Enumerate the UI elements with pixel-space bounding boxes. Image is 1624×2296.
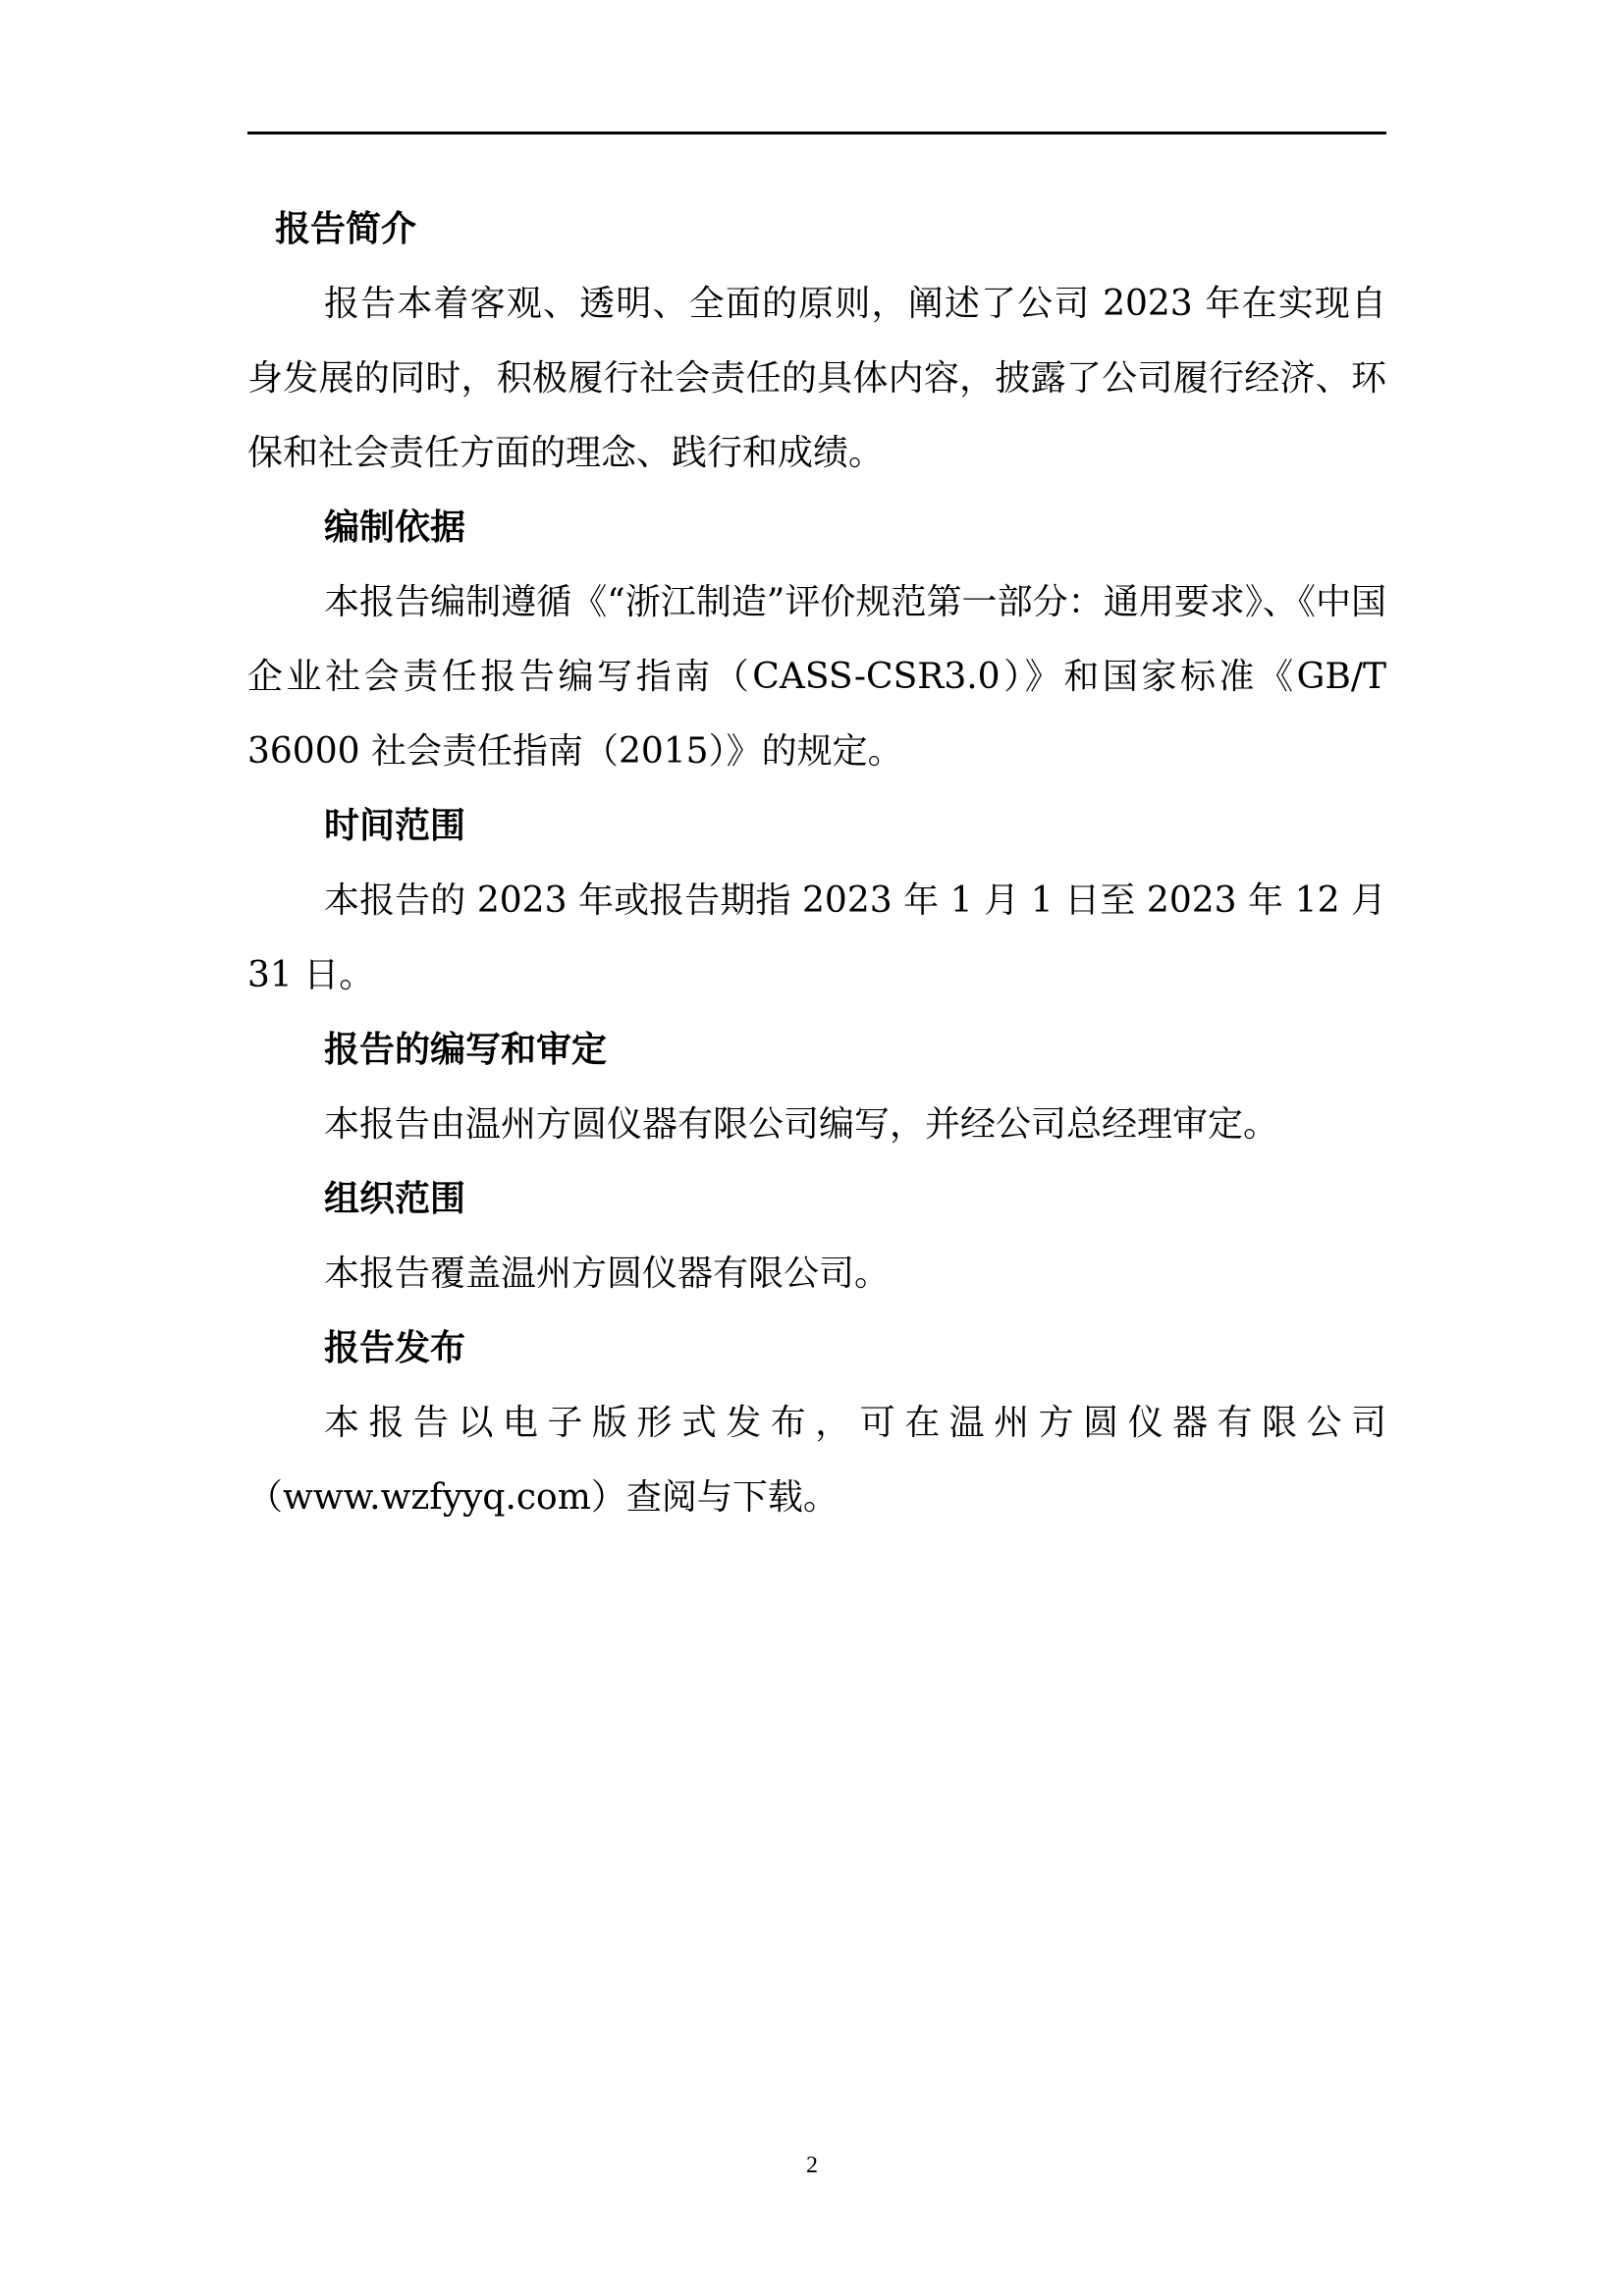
section-body: 本报告以电子版形式发布，可在温州方圆仪器有限公司（www.wzfyyq.com）查阅与下载。 <box>247 1403 1386 1518</box>
section-heading: 编制依据 <box>324 507 466 548</box>
report-content <box>247 192 1386 1535</box>
section-heading: 报告发布 <box>324 1328 466 1368</box>
section-report-intro <box>247 192 1386 491</box>
section-compilation-basis <box>247 491 1386 789</box>
page-number: 2 <box>806 2153 818 2178</box>
section-body: 本报告的 2023 年或报告期指 2023 年 1 月 1 日至 2023 年 12 月 31 日。 <box>247 881 1386 995</box>
section-heading: 报告简介 <box>275 209 417 249</box>
section-heading: 时间范围 <box>324 806 466 846</box>
section-heading: 报告的编写和审定 <box>324 1030 608 1070</box>
section-body: 本报告编制遵循《“浙江制造”评价规范第一部分：通用要求》、《中国企业社会责任报告编写指南（CASS-CSR3.0）》和国家标准《GB/T 36000 社会责任指南（2015）》的规定。 <box>247 582 1386 772</box>
header-rule <box>247 132 1386 134</box>
section-body: 报告本着客观、透明、全面的原则，阐述了公司 2023 年在实现自身发展的同时，积极履行社会责任的具体内容，披露了公司履行经济、环保和社会责任方面的理念、践行和成绩。 <box>247 284 1386 473</box>
section-report-release <box>247 1311 1386 1535</box>
section-body: 本报告覆盖温州方圆仪器有限公司。 <box>324 1254 891 1294</box>
section-preparation-review <box>247 1013 1386 1162</box>
section-time-scope <box>247 789 1386 1013</box>
section-organization-scope <box>247 1162 1386 1311</box>
section-heading: 组织范围 <box>324 1179 466 1219</box>
section-body: 本报告由温州方圆仪器有限公司编写，并经公司总经理审定。 <box>324 1104 1279 1145</box>
